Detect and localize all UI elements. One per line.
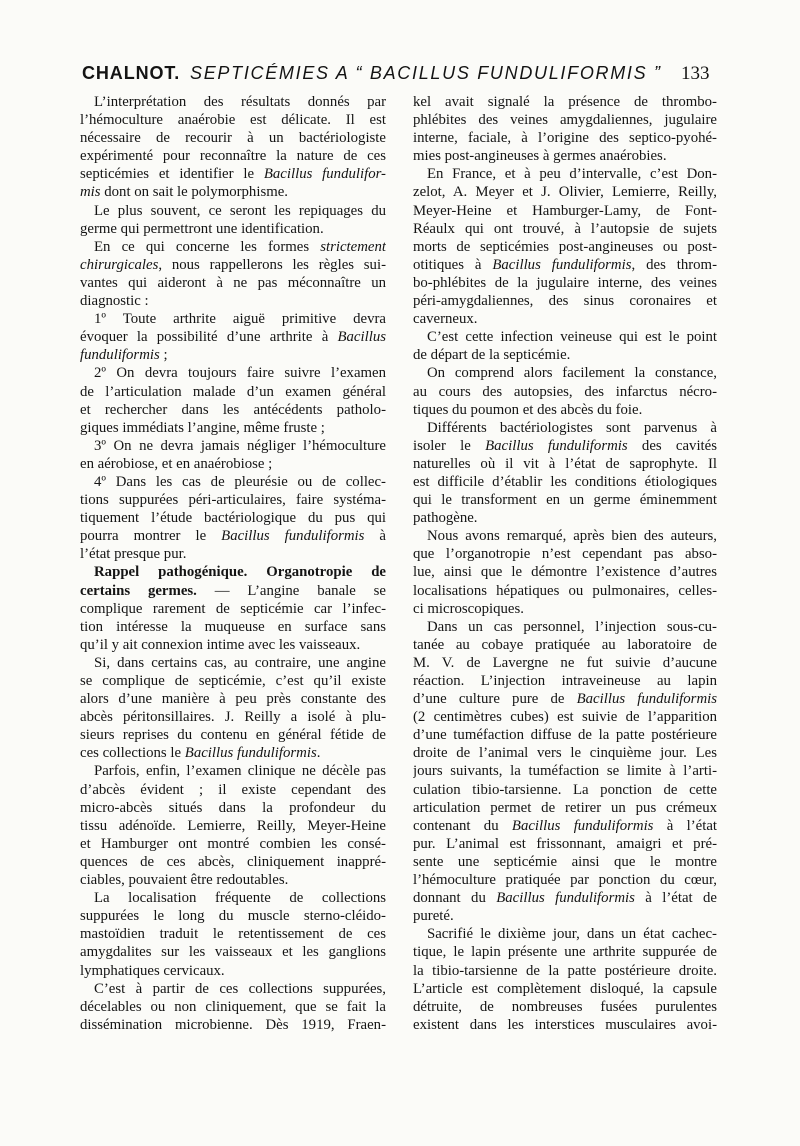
- text-run: qu’il y ait connexion intime avec les vaisseaux.: [80, 636, 361, 653]
- text-line: [413, 183, 717, 201]
- text-run: au cours des autopsies, des infarctus nécro-: [413, 383, 717, 400]
- text-run: ces collections le: [80, 745, 185, 762]
- text-run: suppurées le long du muscle sterno-cléido-: [80, 908, 386, 925]
- text-run: de l’articulation malade d’un examen général: [80, 383, 386, 400]
- text-line: [80, 690, 386, 708]
- text-line: [80, 600, 386, 618]
- text-run: Sacrifié le dixième jour, dans un état cachec-: [427, 926, 717, 943]
- text-line: [413, 473, 717, 491]
- text-line: [80, 889, 386, 907]
- text-line: [80, 292, 386, 310]
- text-line: [413, 943, 717, 961]
- text-run: articulation permet de retirer un pus crémeux: [413, 799, 717, 816]
- text-line: [80, 925, 386, 943]
- text-line: [80, 943, 386, 961]
- text-line: [413, 636, 717, 654]
- text-line: [80, 437, 386, 455]
- italic-term: Bacillus funduliformis: [485, 437, 628, 454]
- text-run: septicémies et identifier le: [80, 166, 264, 183]
- text-run: mastoïdien traduit le retentissement de ces: [80, 926, 386, 943]
- text-line: [80, 383, 386, 401]
- text-run: phlébites des veines amygdaliennes, jugulaire: [413, 112, 717, 129]
- text-run: l’état presque pur.: [80, 546, 187, 563]
- text-line: [80, 509, 386, 527]
- text-line: [413, 600, 717, 618]
- paragraph: [413, 328, 717, 364]
- text-run: amygdalites sur les vaisseaux et les ganglions: [80, 944, 386, 961]
- text-line: [80, 93, 386, 111]
- text-line: [413, 383, 717, 401]
- text-run: tiquement l’étude bactériologique du pus qui: [80, 510, 386, 527]
- text-run: Nous avons remarqué, après bien des auteurs,: [427, 528, 717, 545]
- text-line: [413, 618, 717, 636]
- text-line: [80, 871, 386, 889]
- paragraph: [413, 165, 717, 328]
- text-run: 1º Toute arthrite aiguë primitive devra: [94, 311, 386, 328]
- text-run: tiques du poumon et des abcès du foie.: [413, 401, 643, 418]
- text-run: de départ de la septicémie.: [413, 347, 571, 364]
- text-run: sieurs reprises du contenu en général fétide de: [80, 727, 386, 744]
- paragraph: [80, 310, 386, 364]
- text-run: En ce qui concerne les formes: [94, 238, 321, 255]
- text-run: tissu adénoïde. Lemierre, Reilly, Meyer-Heine: [80, 817, 386, 834]
- italic-term: mis: [80, 184, 101, 201]
- text-line: [413, 672, 717, 690]
- text-run: germe qui permettront une identification.: [80, 220, 324, 237]
- text-run: zelot, A. Meyer et J. Olivier, Lemierre, Reilly,: [413, 184, 717, 201]
- text-run: donnant du: [413, 890, 497, 907]
- text-run: Le plus souvent, ce seront les repiquages du: [94, 202, 386, 219]
- left-text-column: [80, 93, 386, 1034]
- text-line: [80, 527, 386, 545]
- text-line: [80, 781, 386, 799]
- text-line: [413, 310, 717, 328]
- text-line: [80, 545, 386, 563]
- text-run: kel avait signalé la présence de thrombo-: [413, 94, 717, 110]
- text-run: d’abcès évident ; il existe cependant des: [80, 781, 386, 798]
- text-run: péri-amygdaliennes, des sinus coronaires et: [413, 293, 717, 310]
- text-line: [80, 129, 386, 147]
- section-heading: Rappel pathogénique. Organotropie de: [94, 564, 386, 581]
- text-line: [80, 853, 386, 871]
- text-line: [413, 690, 717, 708]
- text-run: , nous rappellerons les règles sui-: [158, 256, 386, 273]
- text-line: [413, 962, 717, 980]
- text-line: [80, 799, 386, 817]
- text-run: , des throm-: [631, 256, 717, 273]
- text-run: C’est cette infection veineuse qui est le point: [427, 329, 717, 346]
- text-run: détruite, de nombreuses fusées purulentes: [413, 998, 717, 1015]
- text-run: lue, ainsi que le démontre l’existence d’autres: [413, 564, 717, 581]
- text-line: [413, 889, 717, 907]
- text-line: [413, 527, 717, 545]
- text-line: [80, 328, 386, 346]
- text-line: [413, 455, 717, 473]
- text-run: sente une septicémie ainsi que le montre: [413, 853, 717, 870]
- text-run: bo-phlébites de la jugulaire interne, des veines: [413, 274, 717, 291]
- right-text-column: [413, 93, 717, 1034]
- italic-term: Bacillus funduliformis: [576, 691, 717, 708]
- italic-term: Bacillus funduliformis: [184, 745, 317, 762]
- text-run: expérimenté pour reconnaître la nature de ces: [80, 148, 386, 165]
- text-run: évoquer la possibilité d’une arthrite à: [80, 329, 338, 346]
- text-line: [80, 582, 386, 600]
- paragraph: [80, 980, 386, 1034]
- text-line: [413, 437, 717, 455]
- italic-term: chirurgicales: [80, 256, 159, 273]
- paragraph: [80, 762, 386, 889]
- running-head: [82, 60, 722, 86]
- text-run: est difficile d’établir les conditions étiologiques: [413, 473, 717, 490]
- text-line: [413, 726, 717, 744]
- text-run: en aérobiose, et en anaérobiose ;: [80, 455, 273, 472]
- text-line: [413, 563, 717, 581]
- text-line: [413, 202, 717, 220]
- text-line: [80, 364, 386, 382]
- paragraph: [80, 563, 386, 653]
- text-run: quences de ces abcès, cliniquement inappré-: [80, 853, 386, 870]
- text-run: isoler le: [413, 437, 486, 454]
- text-line: [413, 799, 717, 817]
- text-run: l’hémoculture anaérobie est délicate. Il est: [80, 112, 386, 129]
- text-line: [413, 545, 717, 563]
- text-line: [80, 274, 386, 292]
- text-line: [80, 636, 386, 654]
- text-run: complique rarement de septicémie car l’infec-: [80, 600, 386, 617]
- text-run: nécessaire de recourir à un bactériologiste: [80, 130, 386, 147]
- text-line: [80, 835, 386, 853]
- text-line: [413, 238, 717, 256]
- text-line: [80, 310, 386, 328]
- text-line: [80, 346, 386, 364]
- paragraph: [80, 202, 386, 238]
- paragraph: [80, 654, 386, 763]
- text-run: .: [316, 745, 321, 762]
- text-run: ciables, pouvaient être redoutables.: [80, 872, 289, 889]
- paragraph: [80, 93, 386, 202]
- text-run: micro-abcès situés dans la profondeur du: [80, 799, 386, 816]
- text-run: dissémination microbienne. Dès 1919, Fraen-: [80, 1016, 386, 1033]
- text-line: [80, 998, 386, 1016]
- text-run: interne, faciale, à l’origine des septico-pyohé-: [413, 130, 717, 147]
- paragraph: [413, 925, 717, 1034]
- text-run: tanée au cobaye pratiquée au laboratoire de: [413, 636, 717, 653]
- text-run: lymphatiques cervicaux.: [80, 962, 225, 979]
- text-line: [413, 220, 717, 238]
- text-line: [413, 401, 717, 419]
- paragraph: [413, 618, 717, 926]
- text-run: localisations hépatiques ou pulmonaires, celles-: [413, 582, 717, 599]
- paragraph: [80, 889, 386, 979]
- text-run: d’une culture pure de: [413, 691, 577, 708]
- text-run: diagnostic :: [80, 293, 149, 310]
- text-run: En France, et à peu d’intervalle, c’est Don-: [427, 166, 717, 183]
- text-run: abcès péritonsillaires. J. Reilly a isolé à plu-: [80, 709, 386, 726]
- text-line: [413, 781, 717, 799]
- italic-term: Bacillus funduliformis: [511, 817, 654, 834]
- text-run: à l’état de: [634, 890, 717, 907]
- paragraph: [80, 473, 386, 563]
- text-line: [80, 111, 386, 129]
- text-line: [80, 165, 386, 183]
- text-run: alors d’une manière à peu près constante des: [80, 691, 386, 708]
- text-run: tion intéresse la muqueuse en surface sans: [80, 618, 386, 635]
- text-line: [80, 907, 386, 925]
- text-run: — L’angine banale se: [196, 582, 386, 599]
- text-line: [413, 835, 717, 853]
- text-line: [413, 364, 717, 382]
- text-run: Différents bactériologistes sont parvenus à: [427, 419, 717, 436]
- paragraph: [80, 364, 386, 436]
- text-run: pur. L’animal est frissonnant, amaigri et pré-: [413, 835, 717, 852]
- text-run: à l’état: [653, 817, 717, 834]
- text-line: [80, 980, 386, 998]
- page-number: 133: [681, 63, 710, 84]
- text-line: [413, 328, 717, 346]
- text-run: 4º Dans les cas de pleurésie ou de collec-: [94, 473, 386, 490]
- text-line: [413, 346, 717, 364]
- text-run: pathogène.: [413, 510, 478, 527]
- text-line: [80, 419, 386, 437]
- text-line: [413, 419, 717, 437]
- italic-term: Bacillus fundulifor-: [263, 166, 386, 183]
- text-run: L’interprétation des résultats donnés par: [94, 94, 386, 110]
- text-run: jours suivants, la tuméfaction se limite à l’arti-: [413, 763, 717, 780]
- paragraph: [80, 238, 386, 310]
- text-line: [413, 871, 717, 889]
- text-line: [413, 147, 717, 165]
- text-line: [413, 817, 717, 835]
- text-line: [80, 202, 386, 220]
- text-line: [413, 1016, 717, 1034]
- text-run: Meyer-Heine et Hamburger-Lamy, de Font-: [413, 202, 717, 219]
- text-line: [80, 708, 386, 726]
- italic-term: Bacillus: [337, 329, 386, 346]
- text-run: Dans un cas personnel, l’injection sous-cu-: [427, 618, 717, 635]
- text-line: [80, 762, 386, 780]
- italic-term: strictement: [320, 238, 386, 255]
- text-line: [80, 455, 386, 473]
- text-run: Si, dans certains cas, au contraire, une angine: [94, 654, 386, 671]
- text-line: [413, 165, 717, 183]
- text-run: (2 centimètres cubes) est suivie de l’apparition: [413, 709, 717, 726]
- text-line: [413, 907, 717, 925]
- text-line: [80, 238, 386, 256]
- paragraph: [413, 527, 717, 617]
- text-run: se complique de septicémie, c’est qu’il existe: [80, 673, 386, 689]
- text-run: M. V. de Lavergne ne fut suivie d’aucune: [413, 654, 717, 671]
- text-line: [413, 744, 717, 762]
- text-run: otitiques à: [413, 256, 493, 273]
- text-run: morts de septicémies post-angineuses ou post-: [413, 238, 717, 255]
- text-run: la tibio-tarsienne de la patte postérieure droite.: [413, 962, 717, 979]
- text-line: [413, 292, 717, 310]
- text-line: [413, 708, 717, 726]
- text-run: culation tibio-tarsienne. La ponction de cette: [413, 781, 717, 798]
- italic-term: Bacillus funduliformis: [221, 528, 365, 545]
- text-run: giques immédiats l’angine, même fruste ;: [80, 419, 325, 436]
- text-line: [413, 853, 717, 871]
- text-line: [80, 654, 386, 672]
- text-run: d’une tuméfaction diffuse de la patte postérieure: [413, 727, 717, 744]
- text-run: que l’organotropie n’est cependant pas abso-: [413, 546, 717, 563]
- text-line: [80, 147, 386, 165]
- text-run: C’est à partir de ces collections suppurées,: [94, 980, 386, 997]
- text-run: à: [364, 528, 386, 545]
- text-run: naturelles où il vit à l’état de saprophyte. Il: [413, 455, 717, 472]
- text-run: décelables ou non cliniquement, que se fait la: [80, 998, 386, 1015]
- text-line: [413, 980, 717, 998]
- text-line: [80, 183, 386, 201]
- text-line: [413, 582, 717, 600]
- section-heading: certains germes.: [80, 582, 197, 599]
- text-run: Parfois, enfin, l’examen clinique ne décèle pas: [94, 763, 386, 780]
- text-run: des cavités: [627, 437, 717, 454]
- text-run: et rechercher dans les antécédents patholo-: [80, 401, 386, 418]
- paragraph: [413, 93, 717, 165]
- text-line: [80, 256, 386, 274]
- text-line: [80, 817, 386, 835]
- text-run: L’article est complètement disloqué, la capsule: [413, 980, 717, 997]
- text-run: ;: [159, 347, 168, 364]
- text-run: contenant du: [413, 817, 512, 834]
- text-run: caverneux.: [413, 311, 478, 328]
- paragraph: [413, 419, 717, 528]
- text-run: et Hamburger ont montré combien les consé-: [80, 835, 386, 852]
- text-line: [413, 925, 717, 943]
- text-line: [413, 93, 717, 111]
- running-head-title: SEPTICÉMIES A “ BACILLUS FUNDULIFORMIS ”: [190, 63, 662, 83]
- text-line: [413, 129, 717, 147]
- text-run: existent dans les interstices musculaires avoi-: [413, 1016, 717, 1033]
- text-line: [413, 509, 717, 527]
- text-run: On comprend alors facilement la constance,: [427, 365, 717, 382]
- text-run: tique, le lapin présente une arthrite suppurée de: [413, 944, 717, 961]
- text-line: [80, 473, 386, 491]
- text-line: [80, 744, 386, 762]
- text-line: [80, 491, 386, 509]
- text-run: tions suppurées péri-articulaires, faire systéma-: [80, 492, 386, 509]
- text-line: [413, 256, 717, 274]
- text-run: dont on sait le polymorphisme.: [100, 184, 288, 201]
- paragraph: [80, 437, 386, 473]
- text-run: réaction. L’injection intraveineuse au lapin: [413, 673, 717, 689]
- text-run: Réaulx qui ont trouvé, à l’autopsie de sujets: [413, 220, 717, 237]
- text-line: [80, 220, 386, 238]
- text-line: [80, 618, 386, 636]
- text-line: [413, 654, 717, 672]
- text-line: [413, 111, 717, 129]
- text-run: pureté.: [413, 908, 454, 925]
- text-line: [413, 762, 717, 780]
- text-line: [80, 563, 386, 581]
- text-run: 3º On ne devra jamais négliger l’hémoculture: [94, 437, 386, 454]
- text-run: 2º On devra toujours faire suivre l’examen: [94, 365, 386, 382]
- text-line: [80, 962, 386, 980]
- text-run: mies post-angineuses à germes anaérobies.: [413, 148, 667, 165]
- text-run: La localisation fréquente de collections: [94, 890, 386, 907]
- text-run: droite de l’animal vers le cinquième jour. Les: [413, 745, 717, 762]
- text-line: [413, 491, 717, 509]
- text-run: l’hémoculture pratiquée par ponction du cœur,: [413, 872, 717, 889]
- text-run: ci microscopiques.: [413, 600, 524, 617]
- text-run: vantes qui aideront à ne pas méconnaître un: [80, 274, 386, 291]
- text-line: [80, 672, 386, 690]
- italic-term: funduliformis: [80, 347, 160, 364]
- paragraph: [413, 364, 717, 418]
- text-line: [80, 726, 386, 744]
- text-run: qui le transforment en un germe éminemment: [413, 492, 717, 509]
- text-run: pourra montrer le: [80, 528, 222, 545]
- italic-term: Bacillus funduliformis: [496, 890, 635, 907]
- running-head-author: CHALNOT.: [82, 63, 181, 83]
- italic-term: Bacillus funduliformis: [492, 256, 632, 273]
- text-line: [80, 401, 386, 419]
- text-line: [413, 274, 717, 292]
- text-line: [413, 998, 717, 1016]
- text-line: [80, 1016, 386, 1034]
